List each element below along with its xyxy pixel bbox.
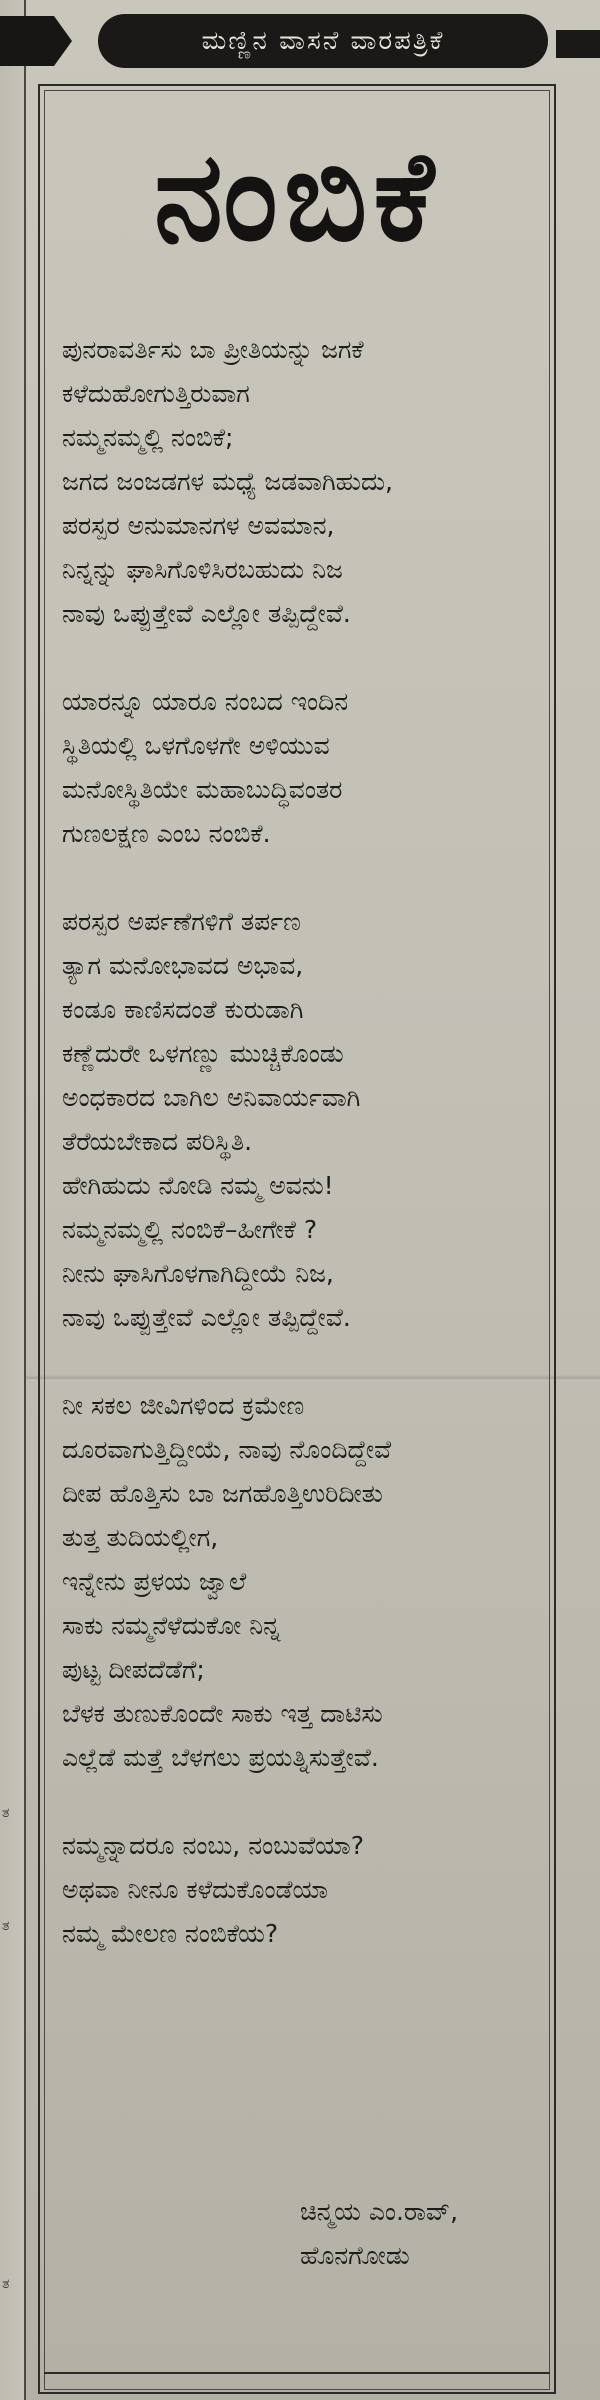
supplement-name-banner bbox=[98, 14, 548, 68]
poem-line: ನೀ ಸಕಲ ಜೀವಿಗಳಿಂದ ಕ್ರಮೇಣ bbox=[62, 1391, 305, 1420]
poem-line: ನಮ್ಮನ್ನಾದರೂ ನಂಬು, ನಂಬುವೆಯಾ? bbox=[62, 1831, 364, 1860]
poem-line: ಕಳೆದುಹೋಗುತ್ತಿರುವಾಗ bbox=[62, 379, 250, 408]
poem-line: ಇನ್ನೇನು ಪ್ರಳಯ ಜ್ವಾಲೆ bbox=[62, 1567, 247, 1596]
poem-line: ನಮ್ಮ ಮೇಲಣ ನಂಬಿಕೆಯ? bbox=[62, 1919, 279, 1948]
poem-line: ದೀಪ ಹೊತ್ತಿಸು ಬಾ ಜಗಹೊತ್ತಿಉರಿದೀತು bbox=[62, 1479, 383, 1508]
poem-line: ನಾವು ಒಪ್ಪುತ್ತೇವೆ ಎಲ್ಲೋ ತಪ್ಪಿದ್ದೇವೆ. bbox=[62, 599, 351, 628]
poem-line: ಸಾಕು ನಮ್ಮನೆಳೆದುಕೋ ನಿನ್ನ bbox=[62, 1611, 281, 1640]
poem-line: ಮನೋಸ್ಥಿತಿಯೇ ಮಹಾಬುದ್ಧಿವಂತರ bbox=[62, 775, 343, 804]
poem-line: ಕಂಡೂ ಕಾಣಿಸದಂತೆ ಕುರುಡಾಗಿ bbox=[62, 995, 304, 1024]
supplement-name: ಮಣ್ಣಿನ ವಾಸನೆ ವಾರಪತ್ರಿಕೆ bbox=[201, 25, 445, 56]
poem-line: ನಾವು ಒಪ್ಪುತ್ತೇವೆ ಎಲ್ಲೋ ತಪ್ಪಿದ್ದೇವೆ. bbox=[62, 1303, 351, 1332]
poem-line: ಗುಣಲಕ್ಷಣ ಎಂಬ ನಂಬಿಕೆ. bbox=[62, 819, 271, 848]
author-place: ಹೊನಗೋಡು bbox=[300, 2241, 410, 2270]
poem-line: ಅಥವಾ ನೀನೂ ಕಳೆದುಕೊಂಡೆಯಾ bbox=[62, 1875, 329, 1904]
poem-line: ತ್ಯಾಗ ಮನೋಭಾವದ ಅಭಾವ, bbox=[62, 951, 304, 980]
header-right-decoration bbox=[556, 30, 600, 58]
poem-line: ದೂರವಾಗುತ್ತಿದ್ದೀಯೆ, ನಾವು ನೊಂದಿದ್ದೇವೆ bbox=[62, 1435, 392, 1464]
poem-line: ಕಣ್ಣೆದುರೇ ಒಳಗಣ್ಣು ಮುಚ್ಚಿಕೊಂಡು bbox=[62, 1039, 344, 1068]
header-arrow-decoration bbox=[0, 16, 72, 66]
poem-line: ತೆರೆಯಬೇಕಾದ ಪರಿಸ್ಥಿತಿ. bbox=[62, 1127, 253, 1156]
poem-stanza bbox=[62, 680, 546, 856]
poem-line: ಸ್ಥಿತಿಯಲ್ಲಿ ಒಳಗೊಳಗೇ ಅಳಿಯುವ bbox=[62, 731, 330, 760]
poem-line: ನೀನು ಘಾಸಿಗೊಳಗಾಗಿದ್ದೀಯೆ ನಿಜ, bbox=[62, 1259, 334, 1288]
adjacent-column-fragment: ತ bbox=[2, 2276, 10, 2292]
poem-line: ಹೇಗಿಹುದು ನೋಡಿ ನಮ್ಮ ಅವನು! bbox=[62, 1171, 334, 1200]
poem-stanza bbox=[62, 1824, 546, 1956]
poem-line: ತುತ್ತ ತುದಿಯಲ್ಲೀಗ, bbox=[62, 1523, 219, 1552]
adjacent-column-fragment: ತ bbox=[2, 1918, 10, 1934]
poem-stanza bbox=[62, 1384, 546, 1780]
poem-line: ಪುನರಾವರ್ತಿಸು ಬಾ ಪ್ರೀತಿಯನ್ನು ಜಗಕೆ bbox=[62, 335, 364, 364]
bottom-divider bbox=[44, 2372, 550, 2374]
poem-body bbox=[62, 328, 546, 2000]
adjacent-column-strip bbox=[0, 0, 26, 2400]
poem-line: ಜಗದ ಜಂಜಡಗಳ ಮಧ್ಯೆ ಜಡವಾಗಿಹುದು, bbox=[62, 467, 393, 496]
poem-line: ಪರಸ್ಪರ ಅರ್ಪಣೆಗಳಿಗೆ ತರ್ಪಣ bbox=[62, 907, 301, 936]
author-name: ಚಿನ್ಮಯ ಎಂ.ರಾವ್, bbox=[300, 2197, 459, 2226]
supplement-header bbox=[0, 8, 600, 70]
poem-line: ಯಾರನ್ನೂ ಯಾರೂ ನಂಬದ ಇಂದಿನ bbox=[62, 687, 349, 716]
article-title: ನಂಬಿಕೆ bbox=[154, 125, 440, 269]
poem-line: ಎಲ್ಲೆಡೆ ಮತ್ತೆ ಬೆಳಗಲು ಪ್ರಯತ್ನಿಸುತ್ತೇವೆ. bbox=[62, 1743, 379, 1772]
poem-line: ನಿನ್ನನ್ನು ಘಾಸಿಗೊಳಿಸಿರಬಹುದು ನಿಜ bbox=[62, 555, 343, 584]
poem-line: ಅಂಧಕಾರದ ಬಾಗಿಲ ಅನಿವಾರ್ಯವಾಗಿ bbox=[62, 1083, 361, 1112]
poem-stanza bbox=[62, 900, 546, 1340]
poem-line: ನಮ್ಮನಮ್ಮಲ್ಲಿ ನಂಬಿಕೆ; bbox=[62, 423, 234, 452]
poem-line: ಪರಸ್ಪರ ಅನುಮಾನಗಳ ಅವಮಾನ, bbox=[62, 511, 335, 540]
poem-line: ಬೆಳಕ ತುಣುಕೊಂದೇ ಸಾಕು ಇತ್ತ ದಾಟಿಸು bbox=[62, 1699, 383, 1728]
author-byline bbox=[300, 2190, 550, 2278]
poem-line: ಪುಟ್ಟ ದೀಪದೆಡೆಗೆ; bbox=[62, 1655, 205, 1684]
poem-line: ನಮ್ಮನಮ್ಮಲ್ಲಿ ನಂಬಿಕೆ–ಹೀಗೇಕೆ ? bbox=[62, 1215, 318, 1244]
adjacent-column-fragment: ತ bbox=[2, 1805, 10, 1821]
poem-stanza bbox=[62, 328, 546, 636]
